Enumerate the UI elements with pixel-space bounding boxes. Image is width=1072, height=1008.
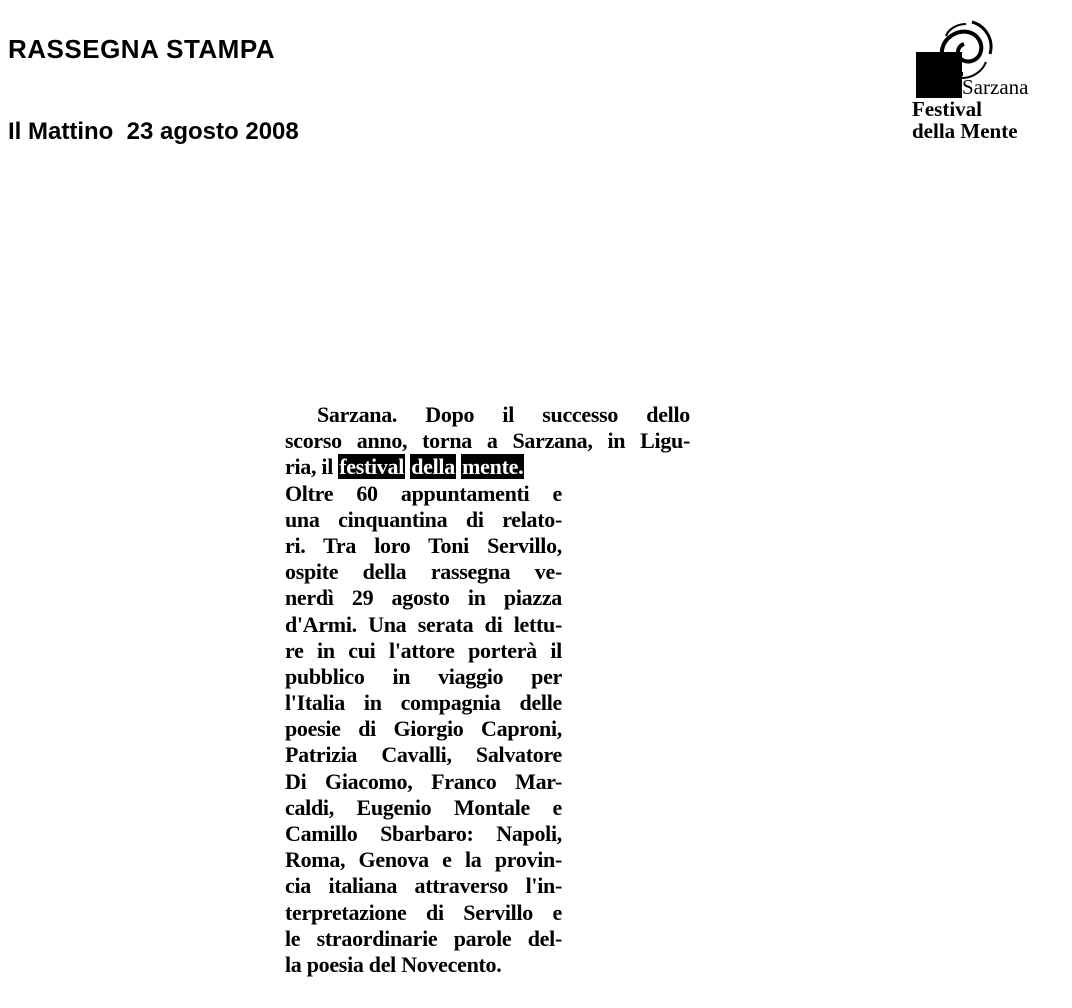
article-place: Sarzana.	[317, 402, 398, 427]
article-line: caldi, Eugenio Montale e	[285, 794, 562, 820]
logo-text-sarzana: Sarzana	[962, 75, 1029, 99]
source-date: Il Mattino 23 agosto 2008	[8, 118, 299, 145]
article-line: la poesia del Novecento.	[285, 951, 502, 977]
article-line: Roma, Genova e la provin-	[285, 847, 562, 873]
article-line: Di Giacomo, Franco Mar-	[285, 768, 562, 794]
article-text: Dopo il successo dello	[397, 402, 690, 427]
festival-logo	[912, 18, 1062, 148]
highlighted-word: della	[411, 454, 455, 480]
article-line: Oltre 60 appuntamenti e	[285, 480, 562, 506]
highlighted-word: mente.	[462, 454, 524, 480]
article-line	[285, 454, 690, 480]
article-line: poesie di Giorgio Caproni,	[285, 716, 562, 742]
article-line: pubblico in viaggio per	[285, 663, 562, 689]
article-line: le straordinarie parole del-	[285, 925, 562, 951]
article-line: cia italiana attraverso l'in-	[285, 873, 562, 899]
article-text: ria, il	[285, 454, 339, 480]
highlighted-word: festival	[339, 454, 405, 480]
article-line: l'Italia in compagnia delle	[285, 690, 562, 716]
logo-text-festival: Festival	[912, 97, 982, 121]
article-line: terpretazione di Servillo e	[285, 899, 562, 925]
article-line: Patrizia Cavalli, Salvatore	[285, 742, 562, 768]
article-line	[285, 402, 690, 428]
article-line: ri. Tra loro Toni Servillo,	[285, 532, 562, 558]
article-line: nerdì 29 agosto in piazza	[285, 585, 562, 611]
article-line: re in cui l'attore porterà il	[285, 637, 562, 663]
logo-text-della-mente: della Mente	[912, 119, 1018, 143]
article-line: d'Armi. Una serata di lettu-	[285, 611, 562, 637]
logo-square	[916, 52, 962, 98]
page-title: RASSEGNA STAMPA	[8, 34, 276, 64]
article-body	[285, 402, 690, 978]
article-line: una cinquantina di relato-	[285, 506, 562, 532]
article-line: Camillo Sbarbaro: Napoli,	[285, 821, 562, 846]
article-line: scorso anno, torna a Sarzana, in Ligu-	[285, 428, 690, 454]
article-line: ospite della rassegna ve-	[285, 559, 562, 585]
